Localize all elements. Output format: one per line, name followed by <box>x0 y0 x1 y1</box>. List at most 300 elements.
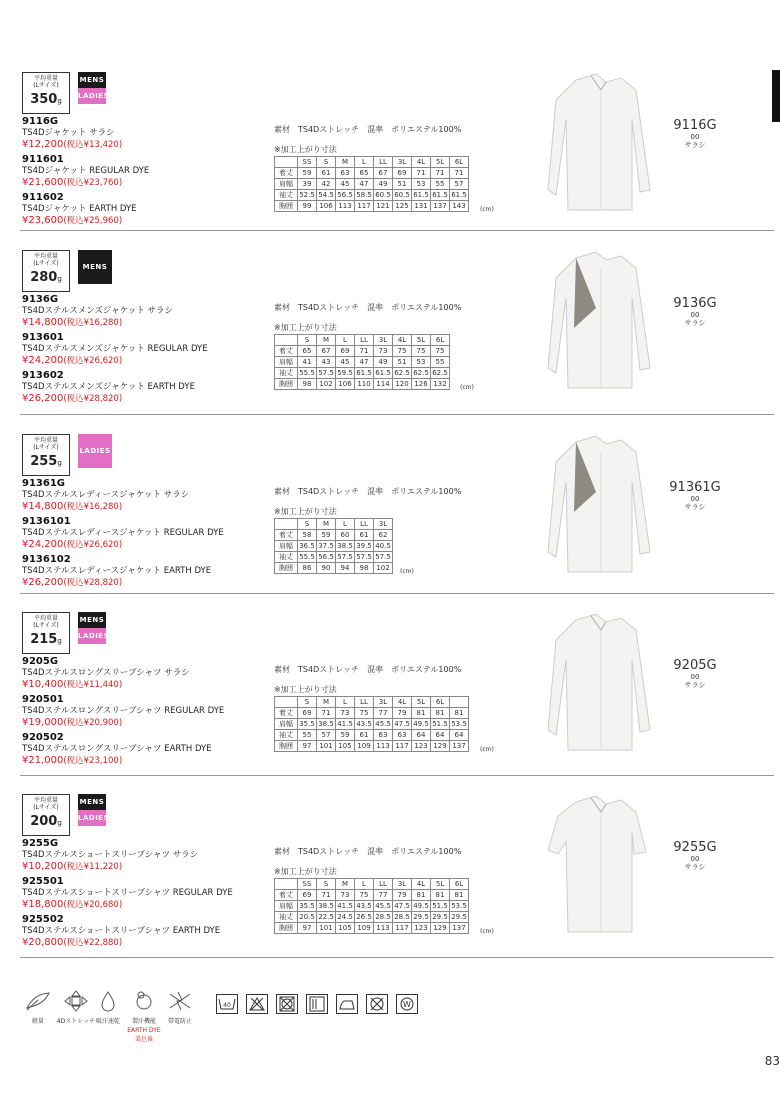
measurement-value: 61.5 <box>375 369 391 377</box>
product-name: TS4Dステルスショートスリーブシャツ サラシ <box>22 850 199 860</box>
measurement-value: 98 <box>355 563 374 574</box>
measurement-value: 51 <box>393 357 412 368</box>
measurement-value: 137 <box>450 923 469 934</box>
size-header: 4L <box>412 157 431 168</box>
product-price: ¥21,600(税込¥23,760) <box>22 177 123 188</box>
product-price: ¥20,800(税込¥22,880) <box>22 937 123 948</box>
measurement-value: 62 <box>374 530 393 541</box>
measurement-value: 113 <box>336 201 355 212</box>
product-price: ¥26,200(税込¥28,820) <box>22 393 123 404</box>
tax-included-price: (税込¥13,420) <box>63 140 123 150</box>
material-info: 素材 TS4Dストレッチ 混率 ポリエステル100% <box>274 125 462 134</box>
measurement-value: 57.5 <box>318 369 334 377</box>
measurement-value: 69 <box>393 168 412 179</box>
page-number: 83 <box>764 1054 780 1068</box>
tax-included-price: (税込¥23,760) <box>63 178 123 188</box>
measurement-value: 81 <box>450 708 469 719</box>
measurement-label: 着丈 <box>275 708 298 719</box>
measurement-value: 45.5 <box>375 720 391 728</box>
model-code-block <box>640 296 750 327</box>
model-code-block <box>640 480 750 511</box>
no-dry-clean-icon <box>366 994 388 1014</box>
measurement-value: 109 <box>355 741 374 752</box>
measurement-value: 53.5 <box>451 902 467 910</box>
color-name: サラシ <box>684 141 706 149</box>
size-row <box>275 719 469 730</box>
measurement-value: 60.5 <box>375 191 391 199</box>
size-header: L <box>336 335 355 346</box>
tax-included-price: (税込¥26,620) <box>63 356 123 366</box>
measurement-value: 56.5 <box>337 191 353 199</box>
weight-label: 平均重量 (Lサイズ) <box>33 253 59 267</box>
average-weight-box <box>22 612 70 654</box>
product-price: ¥24,200(税込¥26,620) <box>22 539 123 550</box>
size-header: L <box>355 157 374 168</box>
measurement-value: 59 <box>336 730 355 741</box>
measurement-value: 24.5 <box>337 913 353 921</box>
mens-badge: MENS <box>78 72 106 88</box>
measurement-value: 29.5 <box>413 913 429 921</box>
size-table <box>274 334 450 390</box>
size-header-row <box>275 335 450 346</box>
measurement-value: 69 <box>298 890 317 901</box>
product-price: ¥12,200(税込¥13,420) <box>22 139 123 150</box>
measurement-label: 着丈 <box>275 890 298 901</box>
measurement-value: 47 <box>355 357 374 368</box>
measurement-value: 73 <box>336 708 355 719</box>
measurement-value: 97 <box>298 741 317 752</box>
measurement-value: 71 <box>317 708 336 719</box>
measurement-value: 38.5 <box>318 902 334 910</box>
size-header: S <box>298 519 317 530</box>
measurement-value: 63 <box>393 730 412 741</box>
mens-badge: MENS <box>78 612 106 628</box>
measurement-value: 106 <box>317 201 336 212</box>
measurement-value: 110 <box>355 379 374 390</box>
product-code: 9205G <box>22 656 59 667</box>
ladies-badge: LADIES <box>78 810 106 826</box>
measurement-value: 65 <box>298 346 317 357</box>
material-info: 素材 TS4Dストレッチ 混率 ポリエステル100% <box>274 487 462 496</box>
measurement-value: 42 <box>317 179 336 190</box>
size-table <box>274 156 469 212</box>
tax-included-price: (税込¥20,680) <box>63 900 123 910</box>
product-price: ¥23,600(税込¥25,960) <box>22 215 123 226</box>
measurement-value: 75 <box>412 346 431 357</box>
measurement-value: 55 <box>298 730 317 741</box>
measurement-value: 38.5 <box>337 542 353 550</box>
measurement-value: 41 <box>298 357 317 368</box>
product-list <box>22 478 272 592</box>
product-name: TS4Dステルスレディースジャケット EARTH DYE <box>22 566 212 576</box>
product-name: TS4Dステルスショートスリーブシャツ REGULAR DYE <box>22 888 233 898</box>
product-code: 925501 <box>22 876 64 887</box>
product-item <box>22 694 272 729</box>
size-table-title: ※加工上がり寸法 <box>274 323 337 332</box>
measurement-value: 26.5 <box>356 913 372 921</box>
measurement-label: 胸囲 <box>275 379 298 390</box>
measurement-value: 61.5 <box>356 369 372 377</box>
measurement-value: 63 <box>374 730 393 741</box>
size-header: M <box>317 519 336 530</box>
measurement-value: 53 <box>412 179 431 190</box>
measurement-value: 126 <box>412 379 431 390</box>
size-row <box>275 912 469 923</box>
product-price: ¥14,800(税込¥16,280) <box>22 501 123 512</box>
measurement-value: 45 <box>336 179 355 190</box>
measurement-value: 41.5 <box>337 720 353 728</box>
product-price: ¥21,000(税込¥23,100) <box>22 755 123 766</box>
measurement-value: 105 <box>336 923 355 934</box>
measurement-value: 137 <box>450 741 469 752</box>
product-list <box>22 116 272 230</box>
measurement-label: 袖丈 <box>275 552 298 563</box>
measurement-label: 肩幅 <box>275 719 298 730</box>
size-header: L <box>355 879 374 890</box>
size-table <box>274 696 469 752</box>
measurement-value: 55.5 <box>299 553 315 561</box>
product-item <box>22 516 272 551</box>
product-item <box>22 478 272 513</box>
product-code: 9255G <box>22 838 59 849</box>
no-tumble-dry-icon <box>276 994 298 1014</box>
measurement-value: 57 <box>317 730 336 741</box>
product-item <box>22 154 272 189</box>
size-header-row <box>275 157 469 168</box>
measurement-value: 49.5 <box>413 902 429 910</box>
measurement-value: 36.5 <box>299 542 315 550</box>
measurement-value: 60 <box>336 530 355 541</box>
measurement-value: 54.5 <box>318 191 334 199</box>
measurement-value: 81 <box>412 890 431 901</box>
size-header-row <box>275 879 469 890</box>
product-code: 911601 <box>22 154 64 165</box>
average-weight-box <box>22 794 70 836</box>
size-row <box>275 201 469 212</box>
no-bleach-icon <box>246 994 268 1014</box>
measurement-value: 49 <box>374 179 393 190</box>
size-row <box>275 552 393 563</box>
measurement-value: 47.5 <box>394 902 410 910</box>
weight-value: 280g <box>30 270 62 285</box>
ladies-badge: LADIES <box>78 628 106 644</box>
product-price: ¥10,400(税込¥11,440) <box>22 679 123 690</box>
product-price: ¥26,200(税込¥28,820) <box>22 577 123 588</box>
measurement-value: 56.5 <box>318 553 334 561</box>
index-tab <box>772 70 780 122</box>
measurement-value: 58.5 <box>356 191 372 199</box>
measurement-value: 73 <box>336 890 355 901</box>
size-row <box>275 179 469 190</box>
product-item <box>22 732 272 767</box>
measurement-label: 袖丈 <box>275 730 298 741</box>
stretch-arrows-icon: 4Dストレッチ <box>56 990 96 1025</box>
section-divider <box>20 230 774 231</box>
unit-label: (cm) <box>480 746 494 753</box>
product-code: 9116G <box>22 116 59 127</box>
wash-40-icon <box>216 994 238 1014</box>
measurement-value: 63 <box>336 168 355 179</box>
measurement-value: 51.5 <box>432 720 448 728</box>
average-weight-box <box>22 72 70 114</box>
iron-icon <box>336 994 358 1014</box>
size-header: M <box>317 335 336 346</box>
product-item <box>22 294 272 329</box>
measurement-value: 77 <box>374 890 393 901</box>
measurement-value: 51.5 <box>432 902 448 910</box>
section-divider <box>20 593 774 594</box>
drop-icon: 吸汗速乾 <box>88 990 128 1025</box>
measurement-label: 肩幅 <box>275 357 298 368</box>
tax-included-price: (税込¥28,820) <box>63 394 123 404</box>
color-name: サラシ <box>684 503 706 511</box>
size-row <box>275 168 469 179</box>
measurement-value: 40.5 <box>375 542 391 550</box>
measurement-value: 38.5 <box>318 720 334 728</box>
tax-included-price: (税込¥26,620) <box>63 540 123 550</box>
size-header-row <box>275 697 469 708</box>
product-list <box>22 294 272 408</box>
size-row <box>275 190 469 201</box>
product-code: 91361G <box>22 478 65 489</box>
average-weight-box <box>22 434 70 476</box>
measurement-value: 59 <box>298 168 317 179</box>
product-name: TS4Dステルスロングスリーブシャツ EARTH DYE <box>22 744 212 754</box>
svg-text:40: 40 <box>223 1002 231 1009</box>
mens-badge: MENS <box>78 794 106 810</box>
product-name: TS4Dステルスメンズジャケット REGULAR DYE <box>22 344 208 354</box>
measurement-value: 132 <box>431 379 450 390</box>
product-code: 920502 <box>22 732 64 743</box>
wet-clean-icon <box>396 994 418 1014</box>
weight-value: 350g <box>30 92 62 107</box>
size-header-row <box>275 519 393 530</box>
size-row <box>275 901 469 912</box>
measurement-value: 117 <box>393 923 412 934</box>
product-item <box>22 914 272 949</box>
product-item <box>22 838 272 873</box>
measurement-value: 99 <box>298 201 317 212</box>
measurement-value: 64 <box>412 730 431 741</box>
measurement-value: 143 <box>450 201 469 212</box>
color-code: 00 <box>690 311 700 319</box>
measurement-value: 105 <box>336 741 355 752</box>
measurement-value: 75 <box>355 708 374 719</box>
product-item <box>22 370 272 405</box>
measurement-value: 106 <box>336 379 355 390</box>
size-row <box>275 346 450 357</box>
measurement-value: 22.5 <box>318 913 334 921</box>
measurement-value: 35.5 <box>299 902 315 910</box>
section-divider <box>20 775 774 776</box>
size-header: LL <box>374 157 393 168</box>
product-item <box>22 116 272 151</box>
product-item <box>22 332 272 367</box>
measurement-value: 62.5 <box>413 369 429 377</box>
size-row <box>275 923 469 934</box>
measurement-value: 81 <box>450 890 469 901</box>
measurement-value: 102 <box>374 563 393 574</box>
product-item <box>22 876 272 911</box>
measurement-label: 胸囲 <box>275 741 298 752</box>
measurement-value: 102 <box>317 379 336 390</box>
measurement-value: 129 <box>431 923 450 934</box>
size-row <box>275 379 450 390</box>
model-code: 9116G <box>673 118 717 133</box>
size-header: L <box>336 519 355 530</box>
measurement-value: 43.5 <box>356 720 372 728</box>
measurement-value: 69 <box>298 708 317 719</box>
product-code: 925502 <box>22 914 64 925</box>
size-header: LL <box>355 335 374 346</box>
tax-included-price: (税込¥25,960) <box>63 216 123 226</box>
size-header: 3L <box>393 879 412 890</box>
tax-included-price: (税込¥16,280) <box>63 502 123 512</box>
measurement-value: 64 <box>431 730 450 741</box>
product-price: ¥18,800(税込¥20,680) <box>22 899 123 910</box>
unit-label: (cm) <box>480 206 494 213</box>
size-header: LL <box>355 697 374 708</box>
measurement-label: 袖丈 <box>275 912 298 923</box>
measurement-value: 60.5 <box>394 191 410 199</box>
size-header: S <box>298 697 317 708</box>
measurement-value: 137 <box>431 201 450 212</box>
measurement-value: 114 <box>374 379 393 390</box>
product-name: TS4Dステルスロングスリーブシャツ REGULAR DYE <box>22 706 225 716</box>
measurement-value: 45.5 <box>375 902 391 910</box>
size-table-title: ※加工上がり寸法 <box>274 145 337 154</box>
product-name: TS4Dステルスメンズジャケット EARTH DYE <box>22 382 195 392</box>
size-table <box>274 518 393 574</box>
measurement-value: 97 <box>298 923 317 934</box>
unit-label: (cm) <box>400 568 414 575</box>
ladies-badge: LADIES <box>78 434 112 468</box>
size-header: 5L <box>431 879 450 890</box>
measurement-label: 胸囲 <box>275 201 298 212</box>
measurement-value: 53.5 <box>451 720 467 728</box>
measurement-value: 109 <box>355 923 374 934</box>
weight-label: 平均重量 (Lサイズ) <box>33 75 59 89</box>
measurement-value: 58 <box>298 530 317 541</box>
measurement-value: 61 <box>355 730 374 741</box>
measurement-value: 43.5 <box>356 902 372 910</box>
size-header: 3L <box>374 697 393 708</box>
antibacterial-icon: 製汗機能 EARTH DYE 染色後 <box>124 990 164 1043</box>
weight-value: 215g <box>30 632 62 647</box>
size-header: L <box>336 697 355 708</box>
size-header: 3L <box>393 157 412 168</box>
measurement-value: 61.5 <box>451 191 467 199</box>
measurement-value: 129 <box>431 741 450 752</box>
size-header: LL <box>374 879 393 890</box>
section-divider <box>20 414 774 415</box>
product-name: TS4Dジャケット サラシ <box>22 128 115 138</box>
measurement-value: 81 <box>431 890 450 901</box>
product-price: ¥14,800(税込¥16,280) <box>22 317 123 328</box>
ladies-badge: LADIES <box>78 88 106 104</box>
measurement-value: 67 <box>317 346 336 357</box>
measurement-value: 49.5 <box>413 720 429 728</box>
measurement-value: 61.5 <box>413 191 429 199</box>
unit-label: (cm) <box>480 928 494 935</box>
model-code-block <box>640 658 750 689</box>
tax-included-price: (税込¥23,100) <box>63 756 123 766</box>
model-code: 9205G <box>673 658 717 673</box>
color-name: サラシ <box>684 319 706 327</box>
color-code: 00 <box>690 855 700 863</box>
measurement-value: 131 <box>412 201 431 212</box>
measurement-value: 51 <box>393 179 412 190</box>
measurement-label: 肩幅 <box>275 179 298 190</box>
weight-label: 平均重量 (Lサイズ) <box>33 797 59 811</box>
product-list <box>22 838 272 952</box>
measurement-value: 45 <box>336 357 355 368</box>
size-row <box>275 541 393 552</box>
product-code: 913601 <box>22 332 64 343</box>
material-info: 素材 TS4Dストレッチ 混率 ポリエステル100% <box>274 665 462 674</box>
product-name: TS4Dジャケット REGULAR DYE <box>22 166 150 176</box>
measurement-value: 20.5 <box>299 913 315 921</box>
product-price: ¥19,000(税込¥20,900) <box>22 717 123 728</box>
size-header: 5L <box>412 697 431 708</box>
size-header: SS <box>298 157 317 168</box>
size-row <box>275 368 450 379</box>
size-table <box>274 878 469 934</box>
tax-included-price: (税込¥20,900) <box>63 718 123 728</box>
measurement-value: 29.5 <box>432 913 448 921</box>
measurement-value: 65 <box>355 168 374 179</box>
measurement-value: 39 <box>298 179 317 190</box>
size-header: 5L <box>431 157 450 168</box>
measurement-value: 75 <box>355 890 374 901</box>
measurement-value: 71 <box>450 168 469 179</box>
size-table-title: ※加工上がり寸法 <box>274 867 337 876</box>
material-info: 素材 TS4Dストレッチ 混率 ポリエステル100% <box>274 847 462 856</box>
tax-included-price: (税込¥22,880) <box>63 938 123 948</box>
size-header: 4L <box>393 697 412 708</box>
measurement-value: 52.5 <box>299 191 315 199</box>
measurement-label: 着丈 <box>275 168 298 179</box>
size-header: 6L <box>450 157 469 168</box>
measurement-value: 81 <box>431 708 450 719</box>
measurement-value: 101 <box>317 741 336 752</box>
size-header: M <box>336 879 355 890</box>
measurement-value: 90 <box>317 563 336 574</box>
measurement-value: 113 <box>374 923 393 934</box>
weight-value: 200g <box>30 814 62 829</box>
size-header: S <box>317 879 336 890</box>
hang-dry-icon <box>306 994 328 1014</box>
measurement-value: 117 <box>355 201 374 212</box>
color-name: サラシ <box>684 681 706 689</box>
measurement-value: 64 <box>450 730 469 741</box>
size-header: 6L <box>450 879 469 890</box>
weight-label: 平均重量 (Lサイズ) <box>33 615 59 629</box>
model-code: 9136G <box>673 296 717 311</box>
measurement-value: 81 <box>412 708 431 719</box>
size-header: 3L <box>374 519 393 530</box>
model-code-block <box>640 840 750 871</box>
tax-included-price: (税込¥28,820) <box>63 578 123 588</box>
measurement-value: 77 <box>374 708 393 719</box>
size-header: SS <box>298 879 317 890</box>
feather-icon: 軽量 <box>18 990 58 1025</box>
measurement-value: 47.5 <box>394 720 410 728</box>
measurement-label: 胸囲 <box>275 563 298 574</box>
product-list <box>22 656 272 770</box>
size-header: 3L <box>374 335 393 346</box>
measurement-label: 肩幅 <box>275 901 298 912</box>
